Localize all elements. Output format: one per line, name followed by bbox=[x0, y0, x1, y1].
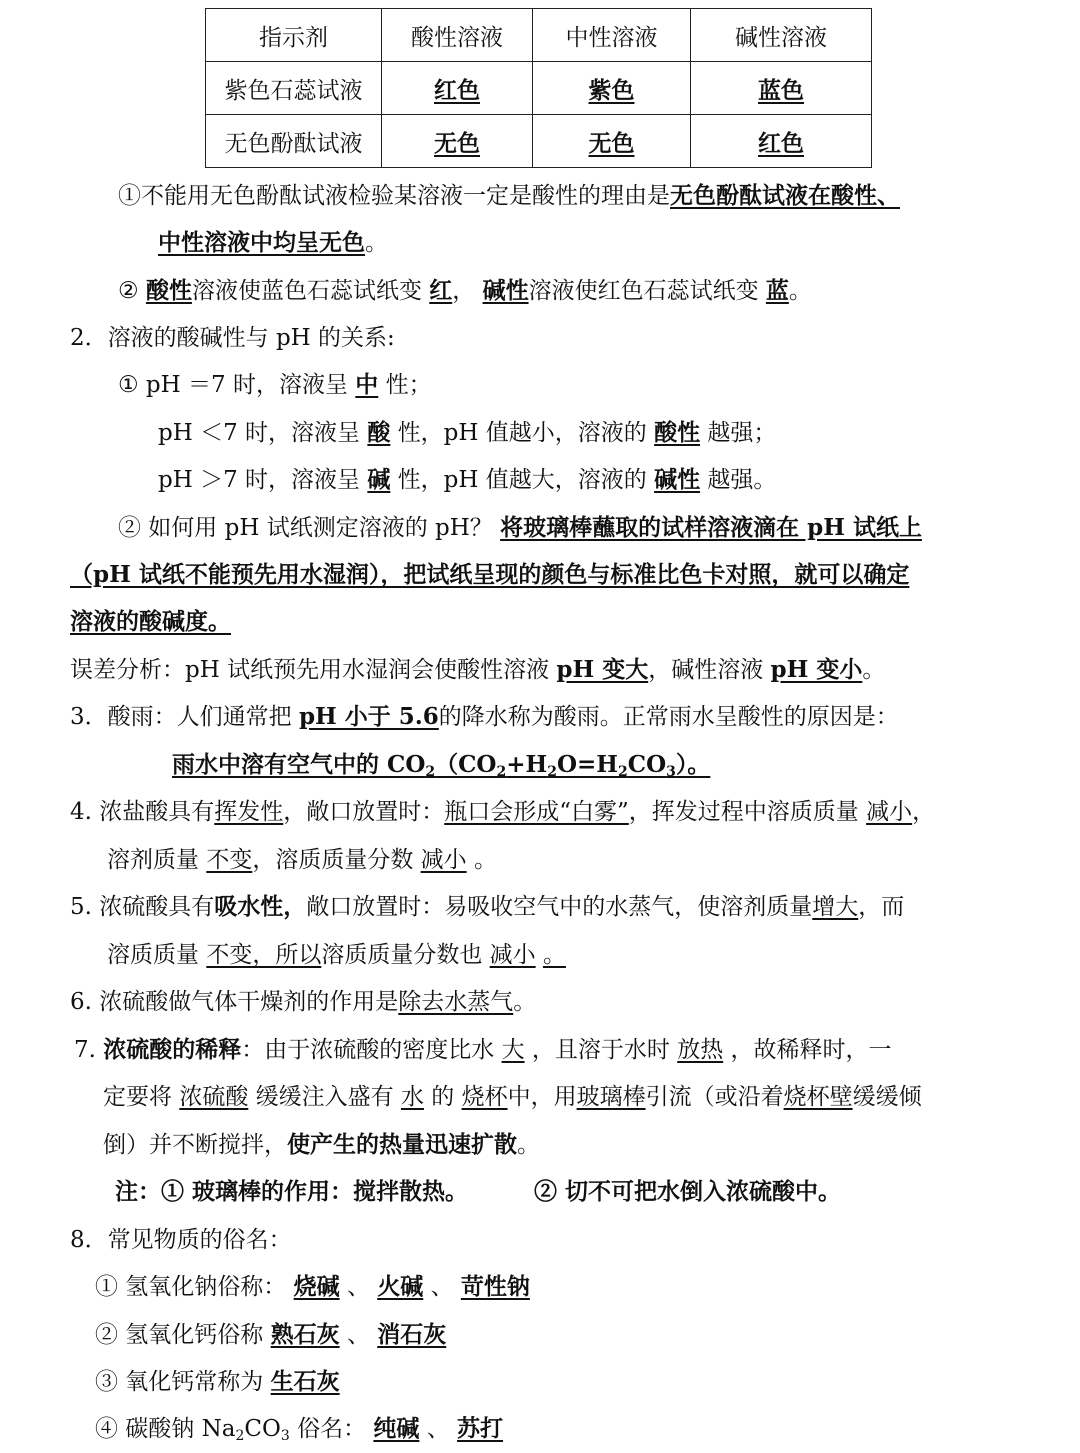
static-text: ，敞口放置时： bbox=[283, 799, 445, 825]
static-text: 、 bbox=[430, 1274, 454, 1300]
static-text: 定要将 bbox=[103, 1084, 172, 1110]
text-line bbox=[103, 1130, 540, 1160]
static-text: ④ 碳酸钠 Na bbox=[95, 1416, 236, 1442]
subscript: 2 bbox=[618, 764, 628, 780]
static-text: 、 bbox=[346, 1274, 370, 1300]
static-text: 倒）并不断搅拌， bbox=[103, 1132, 287, 1158]
static-text: ， bbox=[912, 799, 936, 825]
answer-text: 苛性钠 bbox=[460, 1273, 530, 1300]
underlined-text: 瓶口会形成“白雾” bbox=[444, 799, 629, 825]
answer-text: 溶液的酸碱度。 bbox=[70, 608, 231, 635]
static-text: ② 如何用 pH 试纸测定溶液的 pH？ bbox=[118, 515, 493, 541]
underlined-text: 烧杯 bbox=[461, 1084, 508, 1110]
underlined-text: 不变，所以 bbox=[206, 942, 322, 968]
answer-text: 中性溶液中均呈无色 bbox=[158, 229, 365, 256]
static-text: 性； bbox=[385, 372, 432, 398]
answer-text: pH 变小 bbox=[770, 656, 863, 683]
static-text: 溶质质量分数也 bbox=[321, 942, 483, 968]
formula-text: O=H bbox=[556, 751, 619, 778]
table-header-cell: 指示剂 bbox=[206, 9, 382, 62]
static-text: ① pH ＝7 时，溶液呈 bbox=[118, 372, 348, 398]
answer-text: （pH 试纸不能预先用水湿润），把试纸呈现的颜色与标准比色卡对照，就可以确定 bbox=[70, 561, 910, 588]
underlined-text: 除去水蒸气 bbox=[398, 989, 514, 1015]
answer-text: 酸性 bbox=[654, 419, 701, 446]
static-text: ② 氢氧化钙俗称 bbox=[95, 1322, 264, 1348]
static-text: ，挥发过程中溶质质量 bbox=[628, 799, 859, 825]
text-line bbox=[158, 465, 776, 495]
static-text: ③ 氧化钙常称为 bbox=[95, 1369, 264, 1395]
underlined-text: 。 bbox=[542, 942, 566, 968]
subscript: 2 bbox=[235, 1428, 245, 1444]
underlined-text: 烧杯壁 bbox=[783, 1084, 853, 1110]
static-text: 。 bbox=[862, 657, 886, 683]
answer-text: pH 变大 bbox=[556, 656, 649, 683]
note-text: ② 切不可把水倒入浓硫酸中。 bbox=[534, 1178, 842, 1205]
static-text: ① 氢氧化钠俗称： bbox=[95, 1274, 287, 1300]
table-cell-answer bbox=[691, 115, 872, 168]
indicator-table bbox=[205, 8, 872, 168]
text-line bbox=[74, 1035, 892, 1065]
answer-text: 消石灰 bbox=[377, 1321, 447, 1348]
answer-text: 红色 bbox=[758, 129, 804, 157]
text-line bbox=[70, 797, 935, 827]
subscript: 3 bbox=[280, 1428, 290, 1444]
text-line bbox=[107, 845, 497, 875]
answer-text: 酸性 bbox=[145, 277, 192, 304]
text-line bbox=[70, 987, 536, 1017]
answer-text: 红 bbox=[429, 277, 453, 304]
text-line bbox=[70, 702, 899, 732]
static-text: 4. 浓盐酸具有 bbox=[70, 799, 215, 825]
static-text: 。 bbox=[788, 278, 812, 304]
static-text: ， bbox=[452, 278, 476, 304]
formula-text: 雨水中溶有空气中的 CO bbox=[172, 751, 426, 778]
static-text: 性，pH 值越小，溶液的 bbox=[397, 420, 647, 446]
answer-text: 蓝 bbox=[765, 277, 789, 304]
text-line bbox=[70, 560, 909, 590]
static-text: ，故稀释时，一 bbox=[730, 1037, 892, 1063]
underlined-text: 减小 bbox=[420, 847, 467, 873]
answer-text: 生石灰 bbox=[270, 1368, 340, 1395]
static-text: 。 bbox=[517, 1132, 540, 1158]
answer-text: 蓝色 bbox=[758, 76, 804, 104]
static-text: 7. bbox=[74, 1037, 96, 1063]
answer-text: 将玻璃棒蘸取的试样溶液滴在 pH 试纸上 bbox=[500, 514, 922, 541]
table-cell-answer bbox=[382, 115, 533, 168]
note-text: 注：① 玻璃棒的作用：搅拌散热。 bbox=[115, 1178, 469, 1205]
underlined-text: 玻璃棒 bbox=[576, 1084, 646, 1110]
static-text: 。 bbox=[473, 847, 497, 873]
underlined-text: 挥发性 bbox=[214, 799, 284, 825]
table-row bbox=[206, 62, 872, 115]
static-text: 敞口放置时：易吸收空气中的水蒸气，使溶剂质量 bbox=[306, 894, 813, 920]
answer-text: 红色 bbox=[434, 76, 480, 104]
text-line bbox=[70, 655, 885, 685]
subscript: 2 bbox=[425, 764, 436, 780]
answer-text: 碱性 bbox=[482, 277, 529, 304]
static-text: 误差分析：pH 试纸预先用水湿润会使酸性溶液 bbox=[70, 657, 550, 683]
bold-text: 使产生的热量迅速扩散 bbox=[287, 1131, 517, 1158]
static-text: 中，用 bbox=[507, 1084, 577, 1110]
text-line bbox=[95, 1272, 530, 1302]
answer-text: 火碱 bbox=[377, 1273, 424, 1300]
static-text: 3．酸雨：人们通常把 bbox=[70, 704, 292, 730]
underlined-text: 不变 bbox=[206, 847, 253, 873]
underlined-text: 减小 bbox=[866, 799, 913, 825]
static-text: 。 bbox=[513, 989, 537, 1015]
bold-text: 浓硫酸的稀释 bbox=[103, 1036, 242, 1063]
text-line bbox=[95, 1320, 446, 1350]
table-cell-answer bbox=[533, 62, 691, 115]
static-text: 引流（或沿着 bbox=[645, 1084, 784, 1110]
formula-text: （CO bbox=[435, 751, 497, 778]
text-line bbox=[158, 228, 388, 258]
underlined-text: 减小 bbox=[489, 942, 536, 968]
static-text: 。 bbox=[365, 230, 388, 256]
answer-text: 酸 bbox=[367, 419, 391, 446]
static-text: 的降水称为酸雨。正常雨水呈酸性的原因是： bbox=[438, 704, 899, 730]
static-text: 溶剂质量 bbox=[107, 847, 199, 873]
text-line bbox=[115, 1177, 841, 1207]
table-cell-indicator: 无色酚酞试液 bbox=[206, 115, 382, 168]
subscript: 2 bbox=[547, 764, 557, 780]
underlined-text: 增大 bbox=[812, 894, 859, 920]
text-line bbox=[70, 607, 231, 637]
answer-text: 苏打 bbox=[457, 1415, 504, 1442]
static-text: ①不能用无色酚酞试液检验某溶液一定是酸性的理由是 bbox=[118, 183, 670, 209]
text-line bbox=[95, 1414, 503, 1444]
static-text: ② bbox=[118, 278, 139, 304]
static-text: 、 bbox=[346, 1322, 370, 1348]
static-text: 俗名： bbox=[289, 1416, 367, 1442]
table-cell-indicator: 紫色石蕊试液 bbox=[206, 62, 382, 115]
answer-text: 无色酚酞试液在酸性、 bbox=[670, 182, 900, 209]
table-row bbox=[206, 115, 872, 168]
text-line bbox=[158, 418, 776, 448]
table-cell-answer bbox=[533, 115, 691, 168]
table-header-cell: 酸性溶液 bbox=[382, 9, 533, 62]
static-text: 的 bbox=[431, 1084, 455, 1110]
table-cell-answer bbox=[691, 62, 872, 115]
static-text: 溶液使蓝色石蕊试纸变 bbox=[191, 278, 422, 304]
text-line bbox=[70, 892, 904, 922]
static-text: ，碱性溶液 bbox=[648, 657, 764, 683]
formula-text: +H bbox=[506, 751, 548, 778]
static-text: 缓缓倾 bbox=[852, 1084, 922, 1110]
subscript: 3 bbox=[666, 764, 676, 780]
static-text: 越强。 bbox=[707, 467, 777, 493]
table-header-row bbox=[206, 9, 872, 62]
static-text: 6. 浓硫酸做气体干燥剂的作用是 bbox=[70, 989, 399, 1015]
answer-text: 无色 bbox=[434, 129, 480, 157]
section-heading: 2．溶液的酸碱性与 pH 的关系: bbox=[70, 325, 395, 351]
text-line bbox=[103, 1082, 922, 1112]
static-text: ：由于浓硫酸的密度比水 bbox=[241, 1037, 495, 1063]
text-line bbox=[118, 181, 900, 211]
underlined-text: 浓硫酸 bbox=[179, 1084, 249, 1110]
static-text: 溶液使红色石蕊试纸变 bbox=[528, 278, 759, 304]
answer-text: 紫色 bbox=[588, 76, 635, 104]
answer-text bbox=[172, 751, 710, 778]
text-line bbox=[118, 513, 922, 543]
static-text: 5. 浓硫酸具有 bbox=[70, 894, 215, 920]
table-cell-answer bbox=[382, 62, 533, 115]
formula-text: ）。 bbox=[675, 751, 711, 778]
static-text: ，且溶于水时 bbox=[531, 1037, 670, 1063]
static-text: 性，pH 值越大，溶液的 bbox=[397, 467, 647, 493]
static-text: 溶质质量 bbox=[107, 942, 199, 968]
answer-text: pH 小于 5.6 bbox=[298, 703, 439, 730]
table-header-cell: 中性溶液 bbox=[533, 9, 691, 62]
static-text: ，而 bbox=[858, 894, 905, 920]
answer-text: 烧碱 bbox=[293, 1273, 340, 1300]
answer-text: 碱 bbox=[367, 466, 391, 493]
text-line bbox=[107, 940, 566, 970]
section-heading: 8．常见物质的俗名： bbox=[70, 1227, 292, 1253]
text-line bbox=[118, 370, 432, 400]
text-line bbox=[118, 276, 812, 306]
static-text: pH ＞7 时，溶液呈 bbox=[158, 467, 361, 493]
static-text: 越强； bbox=[707, 420, 777, 446]
answer-text: 熟石灰 bbox=[270, 1321, 340, 1348]
formula-text: CO bbox=[627, 751, 667, 778]
answer-text: 无色 bbox=[588, 129, 635, 157]
static-text: pH ＜7 时，溶液呈 bbox=[158, 420, 361, 446]
table-header-cell: 碱性溶液 bbox=[691, 9, 872, 62]
answer-text: 纯碱 bbox=[373, 1415, 420, 1442]
text-line bbox=[95, 1367, 340, 1397]
underlined-text: 放热 bbox=[677, 1037, 724, 1063]
underlined-text: 大 bbox=[501, 1037, 525, 1063]
bold-text: 吸水性， bbox=[214, 893, 307, 920]
static-text: ，溶质质量分数 bbox=[252, 847, 414, 873]
static-text: CO bbox=[244, 1416, 281, 1442]
text-line bbox=[172, 750, 710, 780]
static-text: 缓缓注入盛有 bbox=[255, 1084, 394, 1110]
underlined-text: 水 bbox=[400, 1084, 424, 1110]
subscript: 2 bbox=[496, 764, 507, 780]
static-text: 、 bbox=[426, 1416, 450, 1442]
answer-text: 碱性 bbox=[654, 466, 701, 493]
answer-text: 中 bbox=[355, 371, 379, 398]
